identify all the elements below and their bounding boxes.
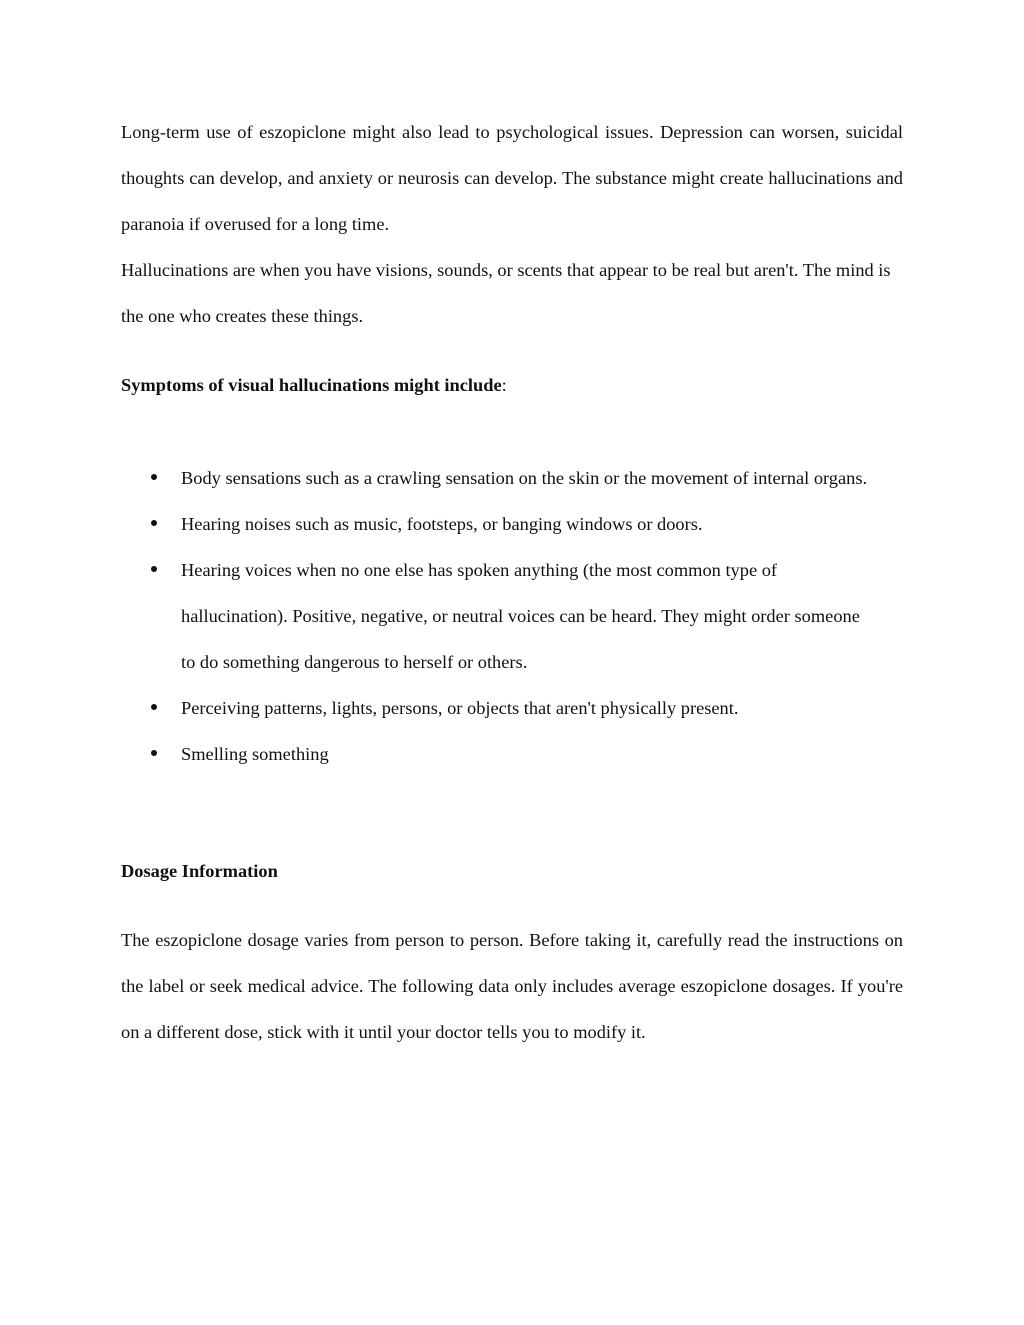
symptoms-list: [121, 455, 903, 777]
list-item: [121, 731, 903, 777]
symptoms-heading-text: Symptoms of visual hallucinations might include: [121, 375, 502, 395]
list-item-text: Hearing noises such as music, footsteps, or banging windows or doors.: [181, 514, 703, 534]
intro-paragraph: Long-term use of eszopiclone might also lead to psychological issues. Depression can worsen, suicidal thoughts can develop, and anxiety or neurosis can develop. The substance might create hallucinations and paranoia if overused for a long time.: [121, 122, 903, 234]
list-item: [121, 685, 903, 731]
list-item-text: Smelling something: [181, 744, 329, 764]
bullet-icon: [151, 566, 157, 572]
dosage-heading: Dosage Information: [121, 861, 278, 881]
bullet-icon: [151, 750, 157, 756]
bullet-icon: [151, 704, 157, 710]
list-item-text: Perceiving patterns, lights, persons, or objects that aren't physically present.: [181, 698, 739, 718]
list-item: [121, 547, 903, 685]
list-item: [121, 501, 903, 547]
symptoms-heading-colon: :: [501, 375, 507, 395]
bullet-icon: [151, 474, 157, 480]
hallucinations-paragraph: Hallucinations are when you have visions, sounds, or scents that appear to be real but aren't. The mind is the one who creates these things.: [121, 260, 891, 326]
bullet-icon: [151, 520, 157, 526]
list-item-text: Body sensations such as a crawling sensation on the skin or the movement of internal organs.: [181, 468, 868, 488]
list-item: [121, 455, 903, 501]
list-item-text: Hearing voices when no one else has spoken anything (the most common type of hallucination). Positive, negative, or neutral voices can be heard. They might order someone to do something dangerous to herself or others.: [181, 560, 860, 672]
dosage-paragraph: The eszopiclone dosage varies from person to person. Before taking it, carefully read the instructions on the label or seek medical advice. The following data only includes average eszopiclone dosages. If you're on a different dose, stick with it until your doctor tells you to modify it.: [121, 930, 903, 1042]
symptoms-heading: [121, 362, 903, 408]
